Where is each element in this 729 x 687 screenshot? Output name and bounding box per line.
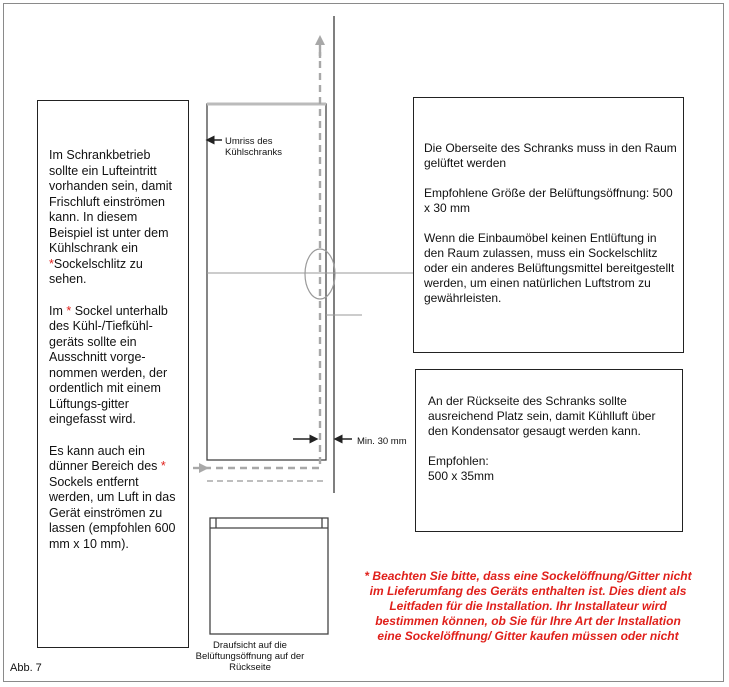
- caption-line: Rückseite: [229, 662, 271, 673]
- rear-space-paragraph: An der Rückseite des Schranks sollte ausreichend Platz sein, damit Kühlluft über den Kondensator gesaugt werden kann.: [428, 394, 656, 438]
- asterisk-marker: *: [49, 256, 54, 271]
- thin-area-text: Sockels entfernt werden, um Luft in das Gerät einströmen zu lassen (empfohlen 600 mm x 10 mm).: [49, 474, 176, 551]
- asterisk-marker: *: [62, 303, 75, 318]
- installation-note: * Beachten Sie bitte, dass eine Sockelöffnung/Gitter nicht im Lieferumfang des Geräts enthalten ist. Dies dient als Leitfaden für die Installation. Ihr Installateur wird bestimmen können, ob Sie für Ihre Art der Installation eine Sockelöffnung/ Gitter kaufen müssen oder nicht: [364, 569, 692, 643]
- recommended-value: 500 x 35mm: [428, 469, 495, 483]
- recommended-label: Empfohlen:: [428, 454, 489, 468]
- plinth-paragraph: [49, 304, 182, 428]
- fridge-outline-label: [225, 136, 282, 158]
- caption-line: Draufsicht auf die: [213, 640, 287, 651]
- caption-line: Belüftungsöffnung auf der: [195, 651, 305, 662]
- intake-info-box: [37, 100, 189, 648]
- outline-label-line: Kühlschranks: [225, 147, 283, 158]
- airflow-path: [204, 52, 320, 468]
- vent-top-view: [210, 518, 328, 634]
- asterisk-marker: *: [160, 459, 166, 473]
- plinth-text: Sockel unterhalb des Kühl-/Tiefkühl-geräts sollte ein Ausschnitt vorge-nommen werden, der ordentlich mit einem Lüftungs-gitter eingefasst wird.: [49, 303, 168, 426]
- intake-text: Sockelschlitz zu sehen.: [49, 256, 143, 286]
- outline-label-line: Umriss des: [225, 136, 273, 147]
- top-view-caption: [190, 640, 310, 673]
- top-vent-info-box: [413, 97, 684, 353]
- vent-size-paragraph: Empfohlene Größe der Belüftungsöffnung: 500 x 30 mm: [424, 186, 673, 215]
- top-vent-paragraph: Die Oberseite des Schranks muss in den Raum gelüftet werden: [424, 141, 677, 170]
- thin-area-text: Es kann auch ein dünner Bereich des: [49, 443, 158, 473]
- min-gap-label: Min. 30 mm: [357, 436, 407, 447]
- intake-paragraph: [49, 148, 182, 288]
- figure-number: Abb. 7: [10, 662, 42, 674]
- rear-space-info-box: [415, 369, 683, 532]
- thin-area-paragraph: [49, 444, 182, 553]
- intake-text: Im Schrankbetrieb sollte ein Lufteintritt vorhanden sein, damit Frischluft einströmen kann. In diesem Beispiel ist unter dem Kühlschrank ein: [49, 148, 172, 255]
- plinth-text: Im: [49, 303, 63, 318]
- alternative-vent-paragraph: Wenn die Einbaumöbel keinen Entlüftung in den Raum zulassen, muss ein Sockelschlitz oder ein anderes Belüftungsmittel bereitgestellt werden, um einen natürlichen Luftstrom zu gewährleisten.: [424, 231, 675, 305]
